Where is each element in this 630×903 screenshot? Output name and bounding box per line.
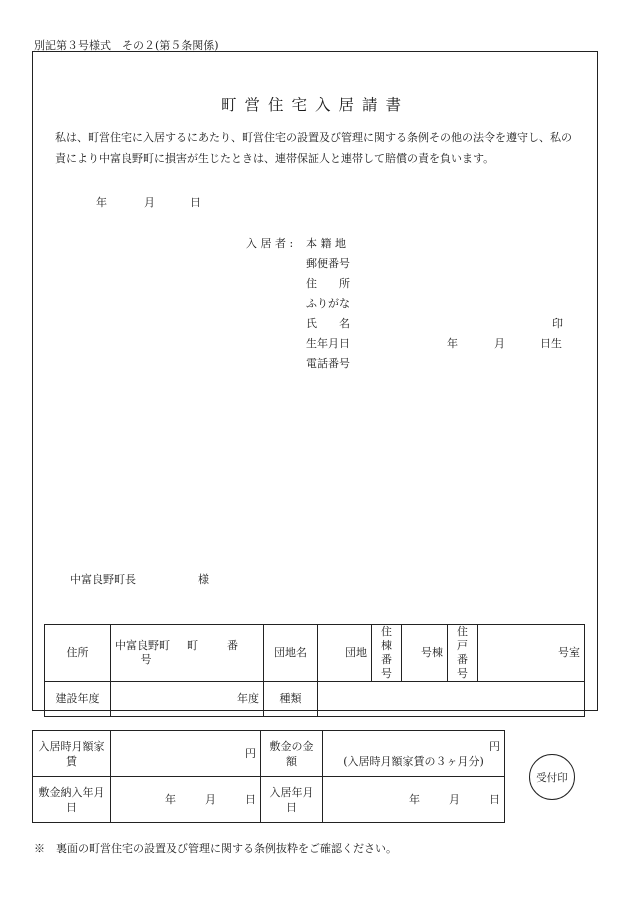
honseki-label: 本 籍 地 (306, 237, 346, 250)
phone-label: 電話番号 (306, 357, 350, 370)
movein-month: 月 (449, 793, 460, 806)
paid-day: 日 (245, 793, 256, 806)
page-title: 町営住宅入居請書 (220, 96, 409, 114)
danchi-cell: 団地 (318, 625, 372, 682)
paid-month: 月 (205, 793, 216, 806)
built-year-header: 建設年度 (45, 682, 111, 717)
addressee-name: 中富良野町長 (70, 573, 136, 586)
addressee-honorific: 様 (198, 573, 209, 586)
birth-label: 生年月日 (306, 337, 350, 350)
deposit-value (323, 731, 505, 777)
jutou-no-header: 住棟番号 (372, 625, 402, 682)
birth-day: 日生 (540, 337, 562, 350)
date-month: 月 (144, 196, 155, 209)
table-row (45, 625, 585, 682)
address-cell (111, 625, 264, 682)
paid-date-label: 敷金納入年月日 (33, 777, 111, 823)
stamp-label: 受付印 (536, 771, 568, 784)
pledge-paragraph: 私は、町営住宅に入居するにあたり、町営住宅の設置及び管理に関する条例その他の法令を遵守し、私の責により中富良野町に損害が生じたときは、連帯保証人と連帯して賠償の責を負います。 (55, 131, 572, 165)
birth-year: 年 (447, 337, 458, 350)
table-row (33, 777, 505, 823)
furigana-label: ふりがな (306, 297, 350, 310)
rent-label: 入居時月額家賃 (33, 731, 111, 777)
deposit-note: (入居時月額家賃の３ヶ月分) (343, 754, 484, 768)
movein-value (323, 777, 505, 823)
form-number: 別記第３号様式 その２(第５条関係) (34, 39, 219, 52)
juko-no-header: 住戸番号 (448, 625, 478, 682)
table-row (33, 731, 505, 777)
kind-cell (318, 682, 585, 717)
movein-label: 入居年月日 (261, 777, 323, 823)
movein-day: 日 (489, 793, 500, 806)
cho-label: 町 (187, 639, 198, 652)
danchi-name-header: 団地名 (264, 625, 318, 682)
rent-deposit-table (32, 730, 505, 823)
table-row (45, 682, 585, 717)
goushitsu-cell: 号室 (478, 625, 585, 682)
go-label: 号 (140, 653, 152, 666)
paid-date-value (111, 777, 261, 823)
seal-mark: 印 (552, 317, 563, 330)
kind-header: 種類 (264, 682, 318, 717)
movein-year: 年 (409, 793, 420, 806)
rent-value: 円 (111, 731, 261, 777)
date-year: 年 (96, 196, 107, 209)
address-header: 住所 (45, 625, 111, 682)
name-label: 氏 名 (306, 317, 350, 330)
deposit-yen: 円 (489, 739, 500, 753)
birth-month: 月 (494, 337, 505, 350)
ban-label: 番 (227, 639, 238, 652)
resident-label: 入 居 者 : (246, 237, 294, 250)
goutou-cell: 号棟 (402, 625, 448, 682)
deposit-label: 敷金の金額 (261, 731, 323, 777)
paid-year: 年 (165, 793, 176, 806)
address-label: 住 所 (306, 277, 350, 290)
postal-label: 郵便番号 (306, 257, 350, 270)
footer-note: ※ 裏面の町営住宅の設置及び管理に関する条例抜粋をご確認ください。 (34, 842, 397, 855)
nendo-cell: 年度 (111, 682, 264, 717)
housing-info-table (44, 624, 585, 717)
town-name: 中富良野町 (115, 639, 170, 652)
date-day: 日 (190, 196, 201, 209)
reception-stamp (529, 754, 575, 800)
